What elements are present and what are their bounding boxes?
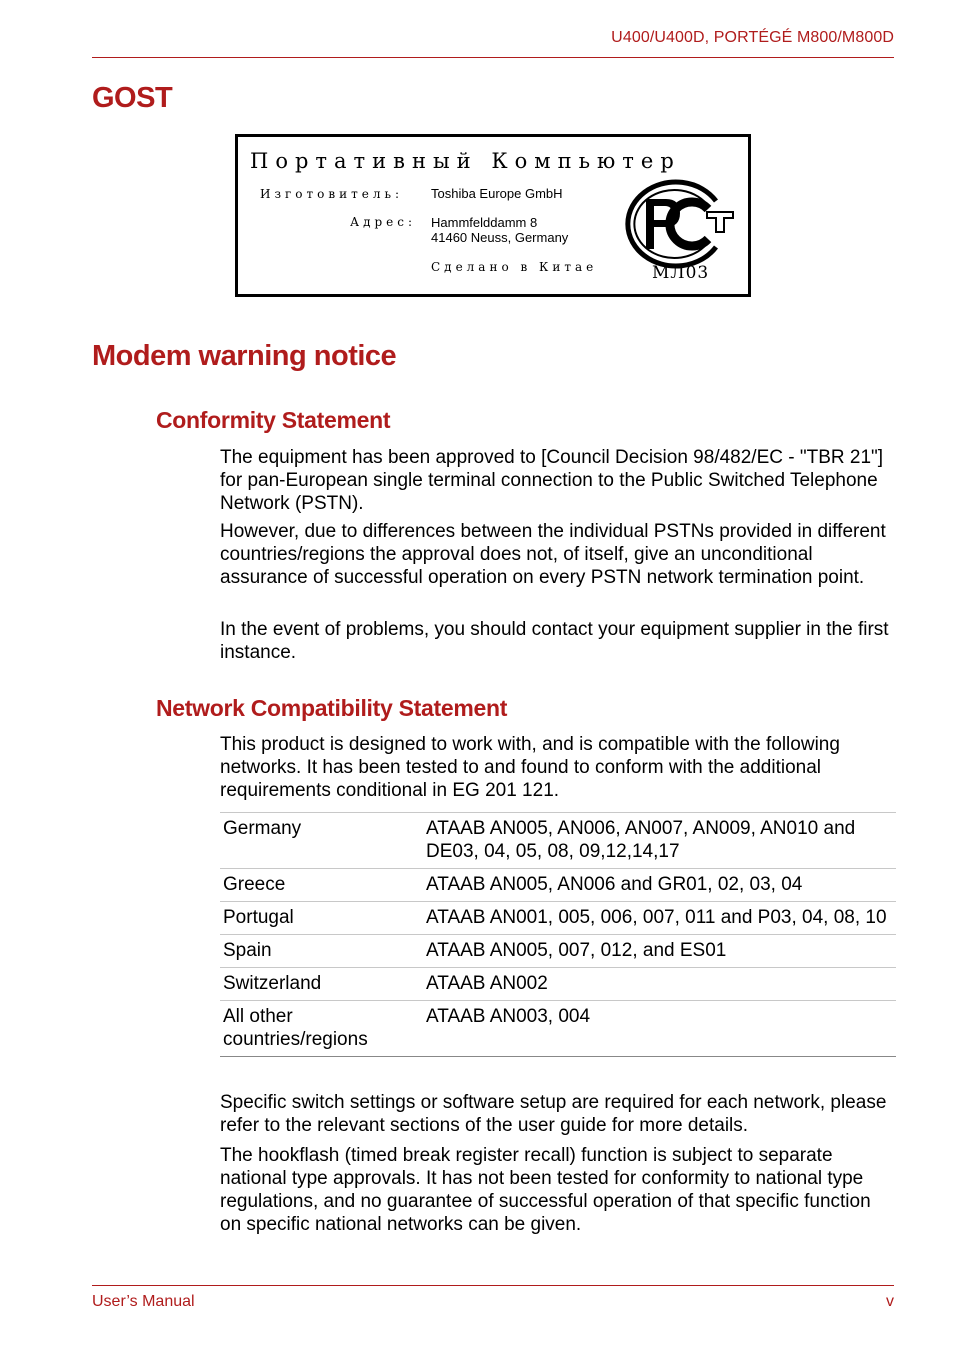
table-row bbox=[220, 1001, 896, 1057]
conformity-paragraph-1: The equipment has been approved to [Council Decision 98/482/EC - "TBR 21"] for pan-European single terminal connection to the Public Switched Telephone Network (PSTN). bbox=[220, 447, 884, 514]
conformity-paragraph-3: In the event of problems, you should contact your equipment supplier in the first instance. bbox=[220, 619, 889, 663]
page-header bbox=[92, 0, 894, 58]
page-number: v bbox=[886, 1293, 894, 1310]
gost-made-in: Сделано в Китае bbox=[431, 260, 598, 274]
conformity-paragraph-2: However, due to differences between the individual PSTNs provided in different countries/regions the approval does not, of itself, give an unconditional assurance of successful operation on every PSTN network termination point. bbox=[220, 521, 886, 588]
table-row bbox=[220, 935, 896, 968]
gost-product-title: Портативный Компьютер bbox=[250, 149, 681, 173]
gost-certification-label bbox=[235, 134, 751, 297]
network-intro-paragraph: This product is designed to work with, and is compatible with the following networks. It has been tested to and found to conform with the additional requirements conditional in EG 201 121. bbox=[220, 734, 840, 801]
modem-warning-heading: Modem warning notice bbox=[92, 340, 397, 372]
conformity-heading: Conformity Statement bbox=[156, 407, 391, 433]
table-cell-country: Spain bbox=[220, 935, 423, 968]
hookflash-paragraph: The hookflash (timed break register recall) function is subject to separate national type approvals. It has not been tested for conformity to national type regulations, and no guarantee of successful operation of that specific function on specific national networks can be given. bbox=[220, 1145, 871, 1235]
header-title: U400/U400D, PORTÉGÉ M800/M800D bbox=[611, 29, 894, 46]
table-row bbox=[220, 813, 896, 869]
network-compatibility-table bbox=[220, 812, 896, 1057]
table-cell-standard: ATAAB AN005, AN006 and GR01, 02, 03, 04 bbox=[423, 869, 896, 902]
table-cell-country: Portugal bbox=[220, 902, 423, 935]
gost-address-key: Адрес: bbox=[350, 215, 417, 229]
network-settings-paragraph: Specific switch settings or software setup are required for each network, please refer to the relevant sections of the user guide for more details. bbox=[220, 1092, 887, 1136]
table-cell-standard: ATAAB AN003, 004 bbox=[423, 1001, 896, 1057]
table-cell-country: Greece bbox=[220, 869, 423, 902]
gost-address-line2: 41460 Neuss, Germany bbox=[431, 230, 569, 245]
gost-code: МЛ03 bbox=[652, 263, 710, 283]
table-cell-country: All other countries/regions bbox=[220, 1001, 423, 1057]
pct-certification-logo-icon bbox=[624, 179, 736, 269]
table-row bbox=[220, 902, 896, 935]
network-heading: Network Compatibility Statement bbox=[156, 695, 508, 721]
table-row bbox=[220, 869, 896, 902]
gost-heading: GOST bbox=[92, 82, 173, 114]
footer-manual-title: User’s Manual bbox=[92, 1293, 195, 1310]
gost-manufacturer-key: Изготовитель: bbox=[260, 187, 404, 201]
table-row bbox=[220, 968, 896, 1001]
gost-manufacturer-value: Toshiba Europe GmbH bbox=[431, 186, 563, 201]
table-cell-standard: ATAAB AN001, 005, 006, 007, 011 and P03, 04, 08, 10 bbox=[423, 902, 896, 935]
table-cell-standard: ATAAB AN005, AN006, AN007, AN009, AN010 and DE03, 04, 05, 08, 09,12,14,17 bbox=[423, 813, 896, 869]
gost-address-line1: Hammfelddamm 8 bbox=[431, 215, 538, 230]
table-cell-country: Switzerland bbox=[220, 968, 423, 1001]
table-cell-country: Germany bbox=[220, 813, 423, 869]
page-footer bbox=[92, 1285, 894, 1316]
table-cell-standard: ATAAB AN002 bbox=[423, 968, 896, 1001]
table-cell-standard: ATAAB AN005, 007, 012, and ES01 bbox=[423, 935, 896, 968]
